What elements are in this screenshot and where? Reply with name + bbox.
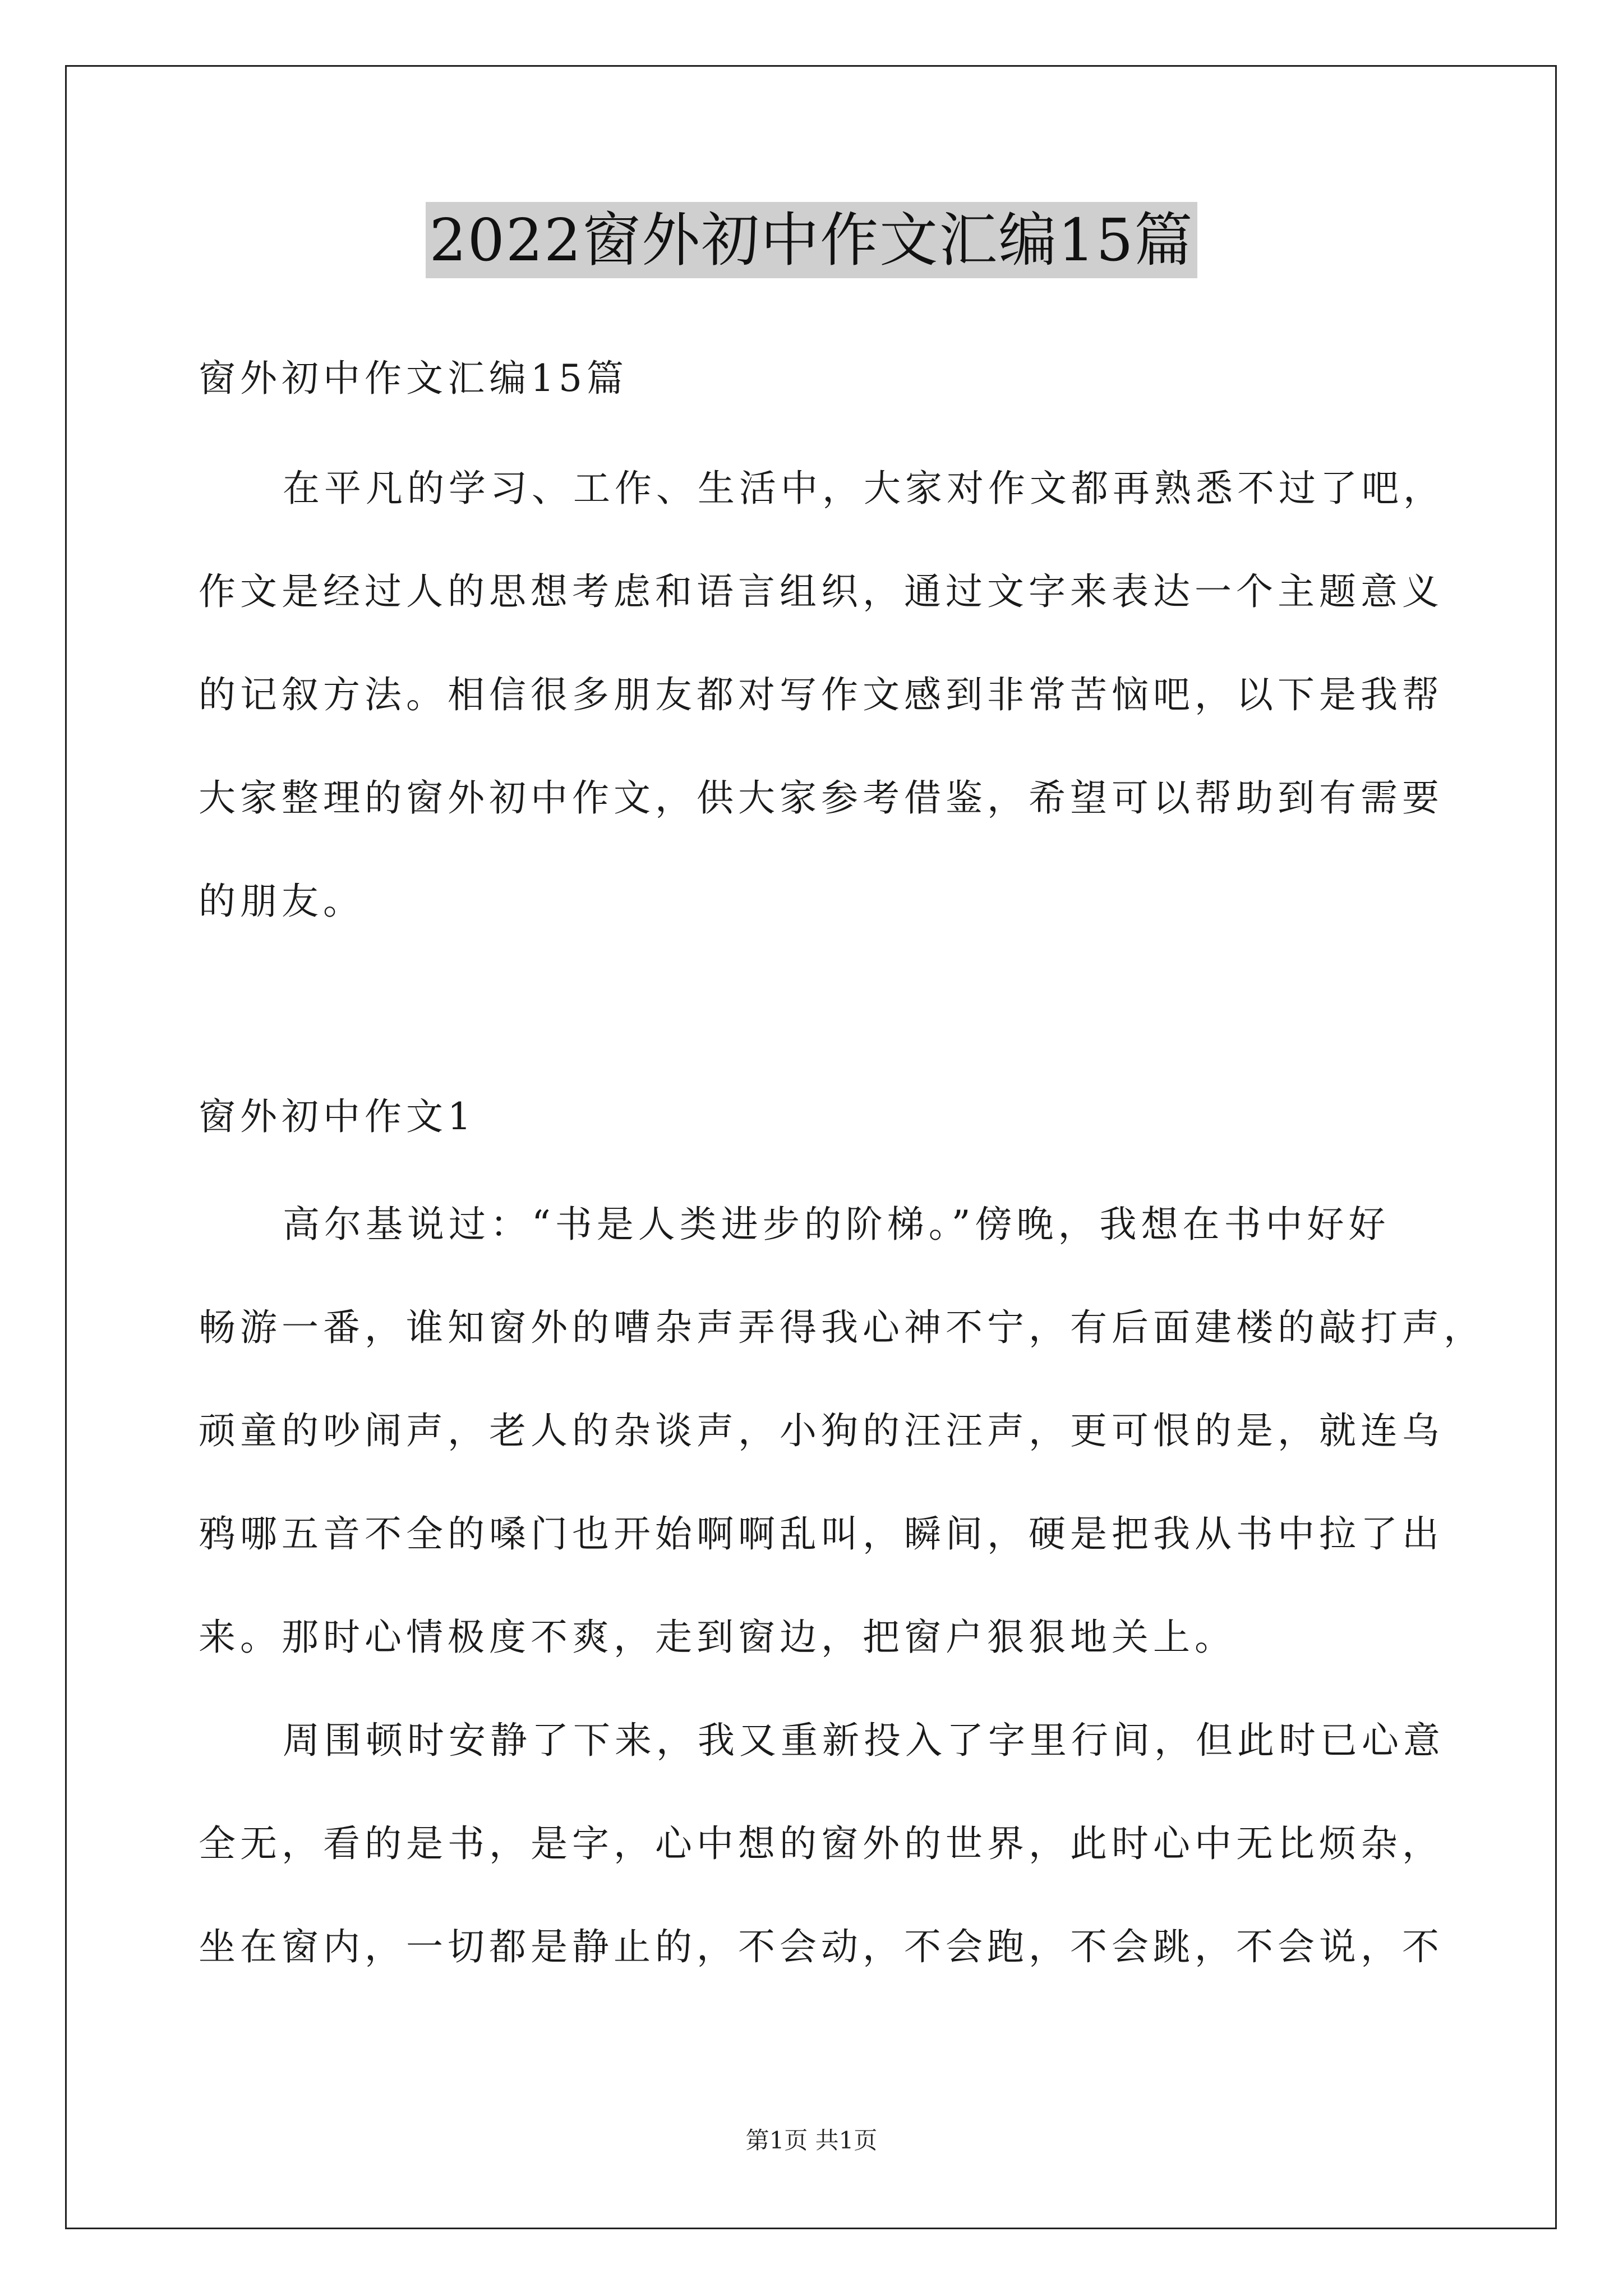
intro-line-2: 作文是经过人的思想考虑和语言组织，通过文字来表达一个主题意义: [199, 570, 1444, 613]
intro-line-3: 的记叙方法。相信很多朋友都对写作文感到非常苦恼吧，以下是我帮: [199, 673, 1444, 716]
page-footer: 第1页 共1页: [745, 2127, 878, 2154]
para1-line-5: 来。那时心情极度不爽，走到窗边，把窗户狠狠地关上。: [199, 1616, 1236, 1659]
para2-line-1: 周围顿时安静了下来，我又重新投入了字里行间，但此时已心意: [283, 1719, 1445, 1762]
para2-line-2: 全无，看的是书，是字，心中想的窗外的世界，此时心中无比烦杂，: [199, 1822, 1444, 1865]
intro-line-5: 的朋友。: [199, 880, 365, 923]
para1-line-1: 高尔基说过：“书是人类进步的阶梯。”傍晚，我想在书中好好: [283, 1203, 1390, 1246]
intro-line-1: 在平凡的学习、工作、生活中，大家对作文都再熟悉不过了吧，: [283, 467, 1445, 510]
para1-line-2: 畅游一番，谁知窗外的嘈杂声弄得我心神不宁，有后面建楼的敲打声，: [199, 1306, 1485, 1349]
para1-line-3: 顽童的吵闹声，老人的杂谈声，小狗的汪汪声，更可恨的是，就连乌: [199, 1409, 1444, 1452]
intro-line-4: 大家整理的窗外初中作文，供大家参考借鉴，希望可以帮助到有需要: [199, 776, 1444, 820]
para2-line-3: 坐在窗内，一切都是静止的，不会动，不会跑，不会跳，不会说，不: [199, 1925, 1444, 1968]
subtitle: 窗外初中作文汇编15篇: [199, 357, 628, 400]
document-title: 2022窗外初中作文汇编15篇: [426, 202, 1197, 278]
section-heading: 窗外初中作文1: [199, 1095, 476, 1138]
para1-line-4: 鸦哪五音不全的嗓门也开始啊啊乱叫，瞬间，硬是把我从书中拉了出: [199, 1512, 1444, 1556]
title-wrap: [0, 202, 1623, 278]
